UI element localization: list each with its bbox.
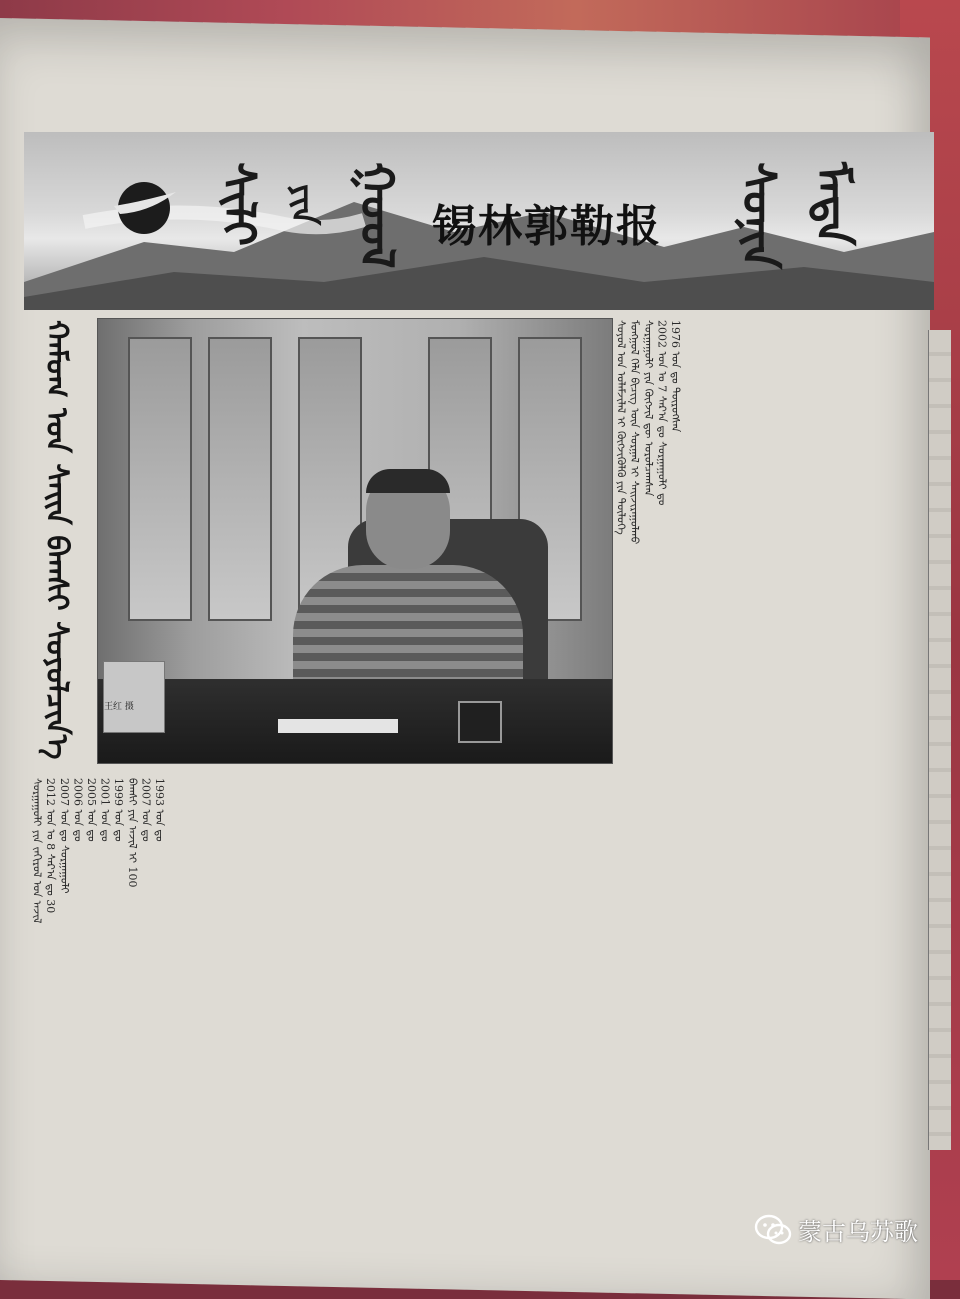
article-line: ᠮᠣᠩᠭᠣᠯ ᠬᠡᠯᠡ ᠪᠢᠴᠢᠭ ᠦᠨ ᠰᠤᠷᠭᠠᠯ ᠢ ᠰᠠᠢᠵᠢᠷᠠᠭᠤᠯᠬᠤ (628, 320, 642, 545)
article-headline: ᠬᠠᠮᠤᠭ ᠤᠨ ᠰᠠᠢᠨ ᠪᠠᠭᠰᠢ ᠰᠣᠶᠣᠯᠴᠢᠨ᠎ᠡ (39, 320, 74, 760)
masthead (24, 132, 934, 310)
article-line: ᠰᠣᠶᠣᠯ ᠤᠨ ᠤᠯᠠᠮᠵᠢᠯᠠᠯ ᠢ ᠬᠥᠭᠵᠢᠭᠦᠯᠬᠦ ᠶᠢᠨ ᠲᠥᠯᠥᠭᠡ (614, 320, 628, 535)
article-text-top (614, 320, 930, 760)
article-line: 1999 ᠣᠨ ᠳᠤ (112, 778, 126, 842)
desk-ornament (458, 701, 502, 743)
article-line: 2007 ᠣᠨ ᠳᠤ (139, 778, 153, 842)
article-line: 2001 ᠣᠨ ᠳᠤ (98, 778, 112, 842)
article-line: ᠪᠠᠭᠰᠢ ᠶᠢᠨ ᠠᠵᠢᠯ ᠢ 100 (125, 778, 139, 888)
article-line: 2012 ᠣᠨ ᠤ 8 ᠰᠠᠷ᠎ᠠ ᠳᠤ 30 (44, 778, 58, 914)
wechat-icon (754, 1213, 792, 1247)
article-line: 1993 ᠣᠨ ᠳᠤ (152, 778, 166, 842)
masthead-chinese-title: 锡林郭勒报 (432, 201, 662, 252)
article-line: 2005 ᠣᠨ ᠳᠤ (84, 778, 98, 842)
watermark-text: 蒙古乌苏歌 (798, 1218, 918, 1246)
masthead-mongol-word-1: ᠰᠢᠯᠢ (212, 162, 266, 247)
article-line: ᠰᠤᠷᠭᠠᠭᠤᠯᠢ ᠶᠢᠨ ᠬᠥᠭᠵᠢᠯ ᠳᠦ ᠣᠷᠣᠯᠴᠠᠭᠰᠠᠨ (641, 320, 655, 497)
masthead-mongol-word-4: ᠰᠣᠨᠢᠨ (732, 162, 786, 269)
masthead-mongol-word-3: ᠭᠣᠣᠯ (350, 162, 404, 269)
newspaper-logo-icon (110, 172, 180, 242)
adjacent-article-edge (928, 330, 951, 1150)
article-line: 2006 ᠣᠨ ᠳᠤ (71, 778, 85, 842)
photo-caption: 王红 摄 (104, 702, 134, 712)
pen-holder (103, 661, 165, 733)
article-line: 2007 ᠣᠨ ᠳᠤ ᠰᠤᠷᠭᠠᠭᠤᠯᠢ (57, 778, 71, 894)
article-photo (97, 318, 613, 764)
article-line: 1976 ᠣᠨ ᠳᠤ ᠲᠥᠷᠥᠭᠰᠡᠨ (668, 320, 682, 433)
article-text-bottom (30, 778, 935, 1268)
watermark (754, 1212, 918, 1247)
article-line: ᠰᠤᠷᠭᠠᠭᠤᠯᠢ ᠶᠢᠨ ᠵᠠᠬᠢᠷᠤᠯ ᠤᠨ ᠠᠵᠢᠯ (30, 778, 44, 924)
article-line: 2002 ᠣᠨ ᠤ 7 ᠰᠠᠷ᠎ᠠ ᠳᠤ ᠰᠤᠷᠭᠠᠭᠤᠯᠢ ᠳᠤ (655, 320, 669, 506)
masthead-mongol-word-5: ᠮᠡᠳᠡ (806, 162, 860, 246)
masthead-mongol-word-2: ᠶᠢᠨ (283, 184, 323, 226)
